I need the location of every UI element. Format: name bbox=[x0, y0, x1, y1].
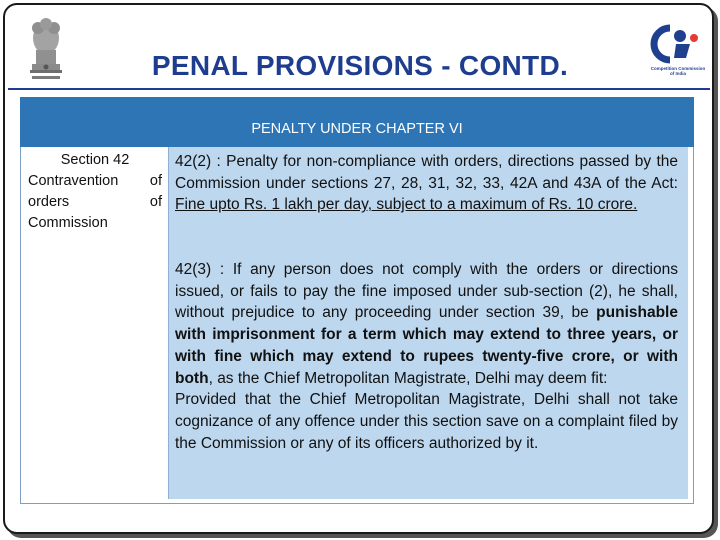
section-desc-word: orders bbox=[28, 194, 70, 210]
cci-logo-text: Competition Commission of India bbox=[650, 66, 706, 76]
table-header-label: PENALTY UNDER CHAPTER VI bbox=[251, 121, 463, 137]
section-desc-line bbox=[28, 171, 162, 192]
title-underline bbox=[8, 88, 710, 90]
table-header bbox=[20, 97, 694, 147]
proviso-text: Provided that the Chief Metropolitan Magistrate, Delhi shall not take cognizance of any offence under this section save on a complaint filed by the Commission or any of its officers authorized by it. bbox=[175, 391, 678, 452]
provision-text: 42(3) : If any person does not comply with the orders or directions issued, or fails to pay the fine imposed under sub-section (2), he shall, without prejudice to any proceeding under section 39, be bbox=[175, 261, 678, 322]
provision-text: , as the Chief Metropolitan Magistrate, Delhi may deem fit: bbox=[208, 369, 608, 387]
section-desc-line bbox=[28, 192, 162, 213]
provision-42-2 bbox=[175, 151, 678, 216]
section-desc-line: Commission bbox=[28, 215, 108, 231]
section-desc-word: of bbox=[149, 194, 162, 210]
provision-text: 42(2) : Penalty for non-compliance with orders, directions passed by the Commission under sections 27, 28, 31, 32, 33, 42A and 43A of the Act: bbox=[175, 153, 678, 192]
punishment-text: punishable with imprisonment for a term which may extend to three years, or with fine which may extend to rupees twenty-five crore, or with both bbox=[175, 304, 678, 387]
section-desc-word: of bbox=[149, 173, 162, 189]
section-cell bbox=[28, 150, 162, 234]
page-title: PENAL PROVISIONS - CONTD. bbox=[151, 50, 569, 81]
section-number: Section 42 bbox=[60, 152, 130, 168]
section-desc-word: Contravention bbox=[28, 173, 119, 189]
penalty-amount: Fine upto Rs. 1 lakh per day, subject to a maximum of Rs. 10 crore. bbox=[175, 196, 638, 214]
provision-42-3 bbox=[175, 259, 678, 454]
